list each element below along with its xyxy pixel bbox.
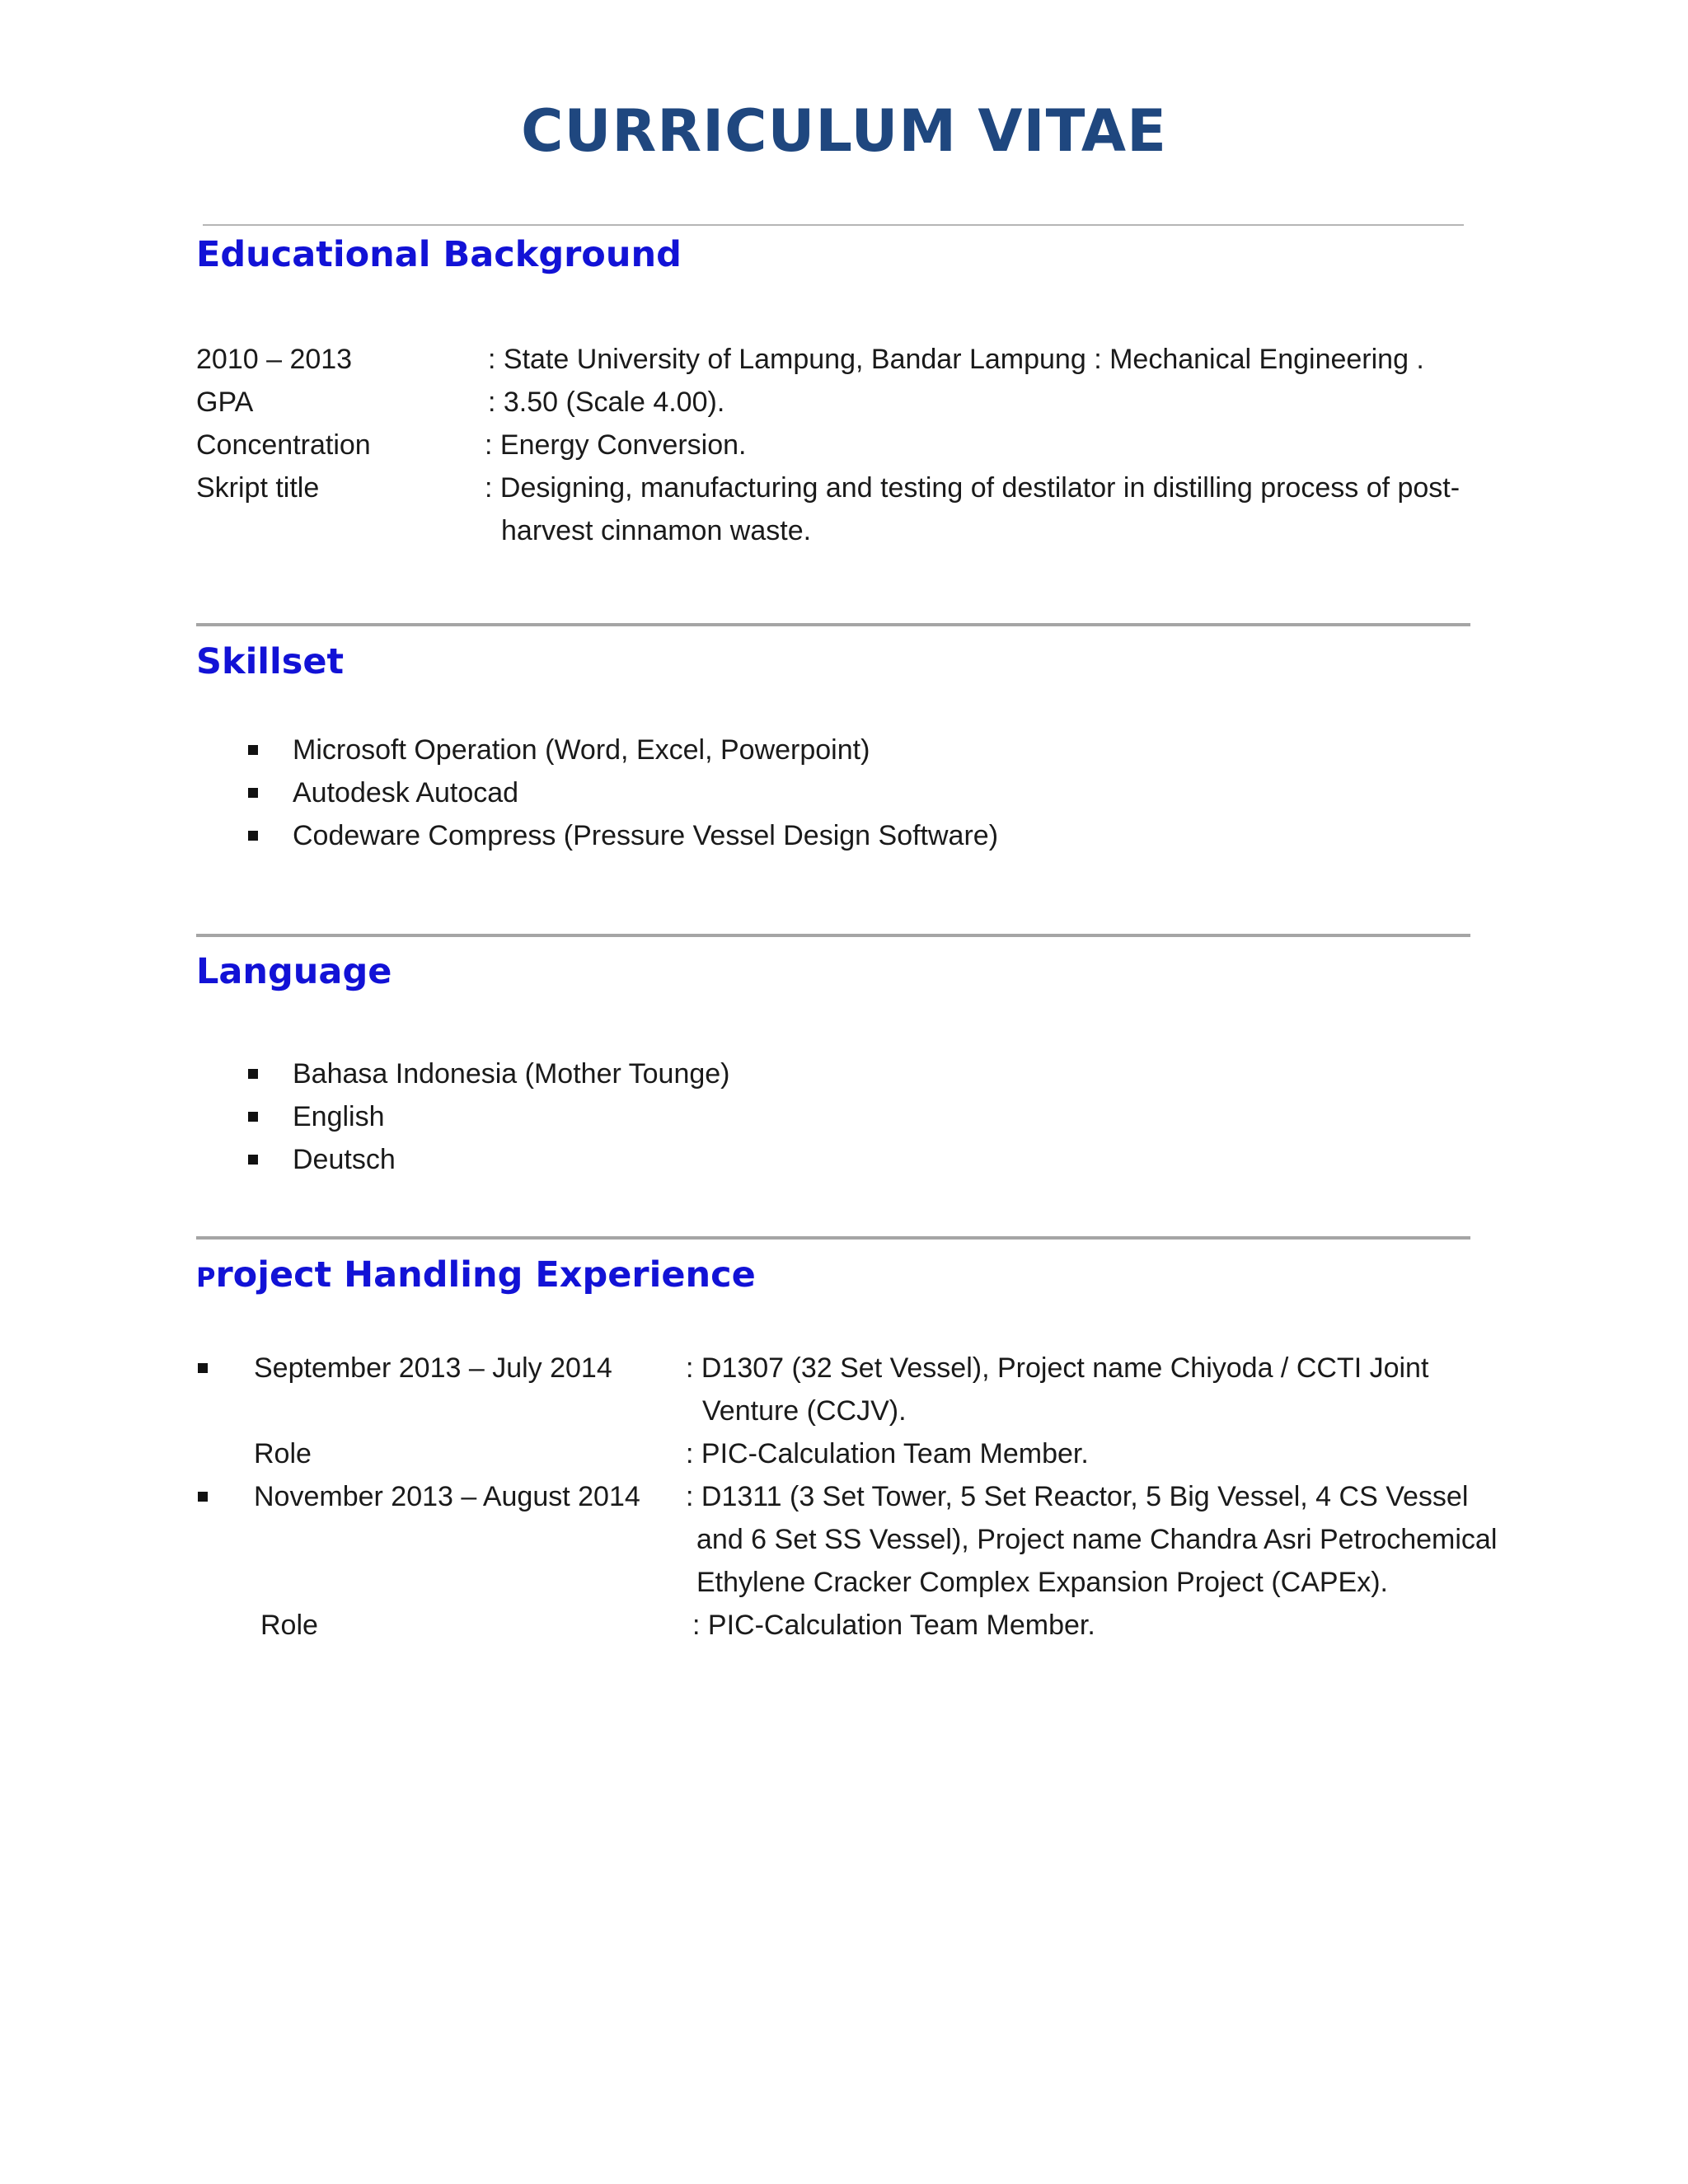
skill-item: Codeware Compress (Pressure Vessel Design Software) [293, 820, 999, 851]
bullet-icon [248, 745, 258, 755]
project-description-continued: and 6 Set SS Vessel), Project name Chandra Asri Petrochemical [696, 1524, 1498, 1555]
project-period: September 2013 – July 2014 [254, 1352, 612, 1384]
language-heading: Language [196, 951, 392, 992]
bullet-icon [248, 831, 258, 841]
education-label: 2010 – 2013 [196, 344, 353, 375]
bullet-icon [248, 788, 258, 798]
skill-item: Autodesk Autocad [293, 777, 519, 808]
bullet-icon [248, 1069, 258, 1079]
bullet-icon [248, 1155, 258, 1165]
project-role-label: Role [260, 1610, 318, 1641]
project-role-value: : PIC-Calculation Team Member. [686, 1438, 1089, 1469]
education-value: : Energy Conversion. [485, 429, 747, 461]
skillset-heading: Skillset [196, 641, 345, 682]
projects-heading-initial: P [196, 1262, 216, 1293]
projects-heading [196, 1254, 756, 1296]
education-value-continued: harvest cinnamon waste. [501, 515, 812, 546]
projects-heading-rest: roject Handling Experience [215, 1254, 756, 1296]
project-description: : D1311 (3 Set Tower, 5 Set Reactor, 5 Big Vessel, 4 CS Vessel [686, 1481, 1469, 1512]
bullet-icon [198, 1492, 208, 1502]
project-description-continued: Venture (CCJV). [702, 1395, 907, 1427]
bullet-icon [248, 1112, 258, 1122]
education-label: Concentration [196, 429, 371, 461]
skill-item: Microsoft Operation (Word, Excel, Powerpoint) [293, 734, 870, 766]
language-item: English [293, 1101, 385, 1132]
education-value: : Designing, manufacturing and testing of destilator in distilling process of post- [485, 472, 1461, 504]
section-divider [196, 623, 1470, 626]
language-item: Bahasa Indonesia (Mother Tounge) [293, 1058, 730, 1090]
title-divider [203, 224, 1464, 226]
education-label: Skript title [196, 472, 320, 504]
project-role-value: : PIC-Calculation Team Member. [692, 1610, 1095, 1641]
project-role-label: Role [254, 1438, 312, 1469]
education-value: : State University of Lampung, Bandar Lampung : Mechanical Engineering . [488, 344, 1424, 375]
section-divider [196, 1236, 1470, 1240]
bullet-icon [198, 1363, 208, 1373]
education-label: GPA [196, 387, 254, 418]
education-value: : 3.50 (Scale 4.00). [488, 387, 725, 418]
project-period: November 2013 – August 2014 [254, 1481, 640, 1512]
section-divider [196, 934, 1470, 937]
document-title: CURRICULUM VITAE [521, 97, 1167, 165]
project-description-continued: Ethylene Cracker Complex Expansion Project (CAPEx). [696, 1567, 1388, 1598]
education-heading: Educational Background [196, 234, 682, 275]
language-item: Deutsch [293, 1144, 396, 1175]
project-description: : D1307 (32 Set Vessel), Project name Chiyoda / CCTI Joint [686, 1352, 1429, 1384]
